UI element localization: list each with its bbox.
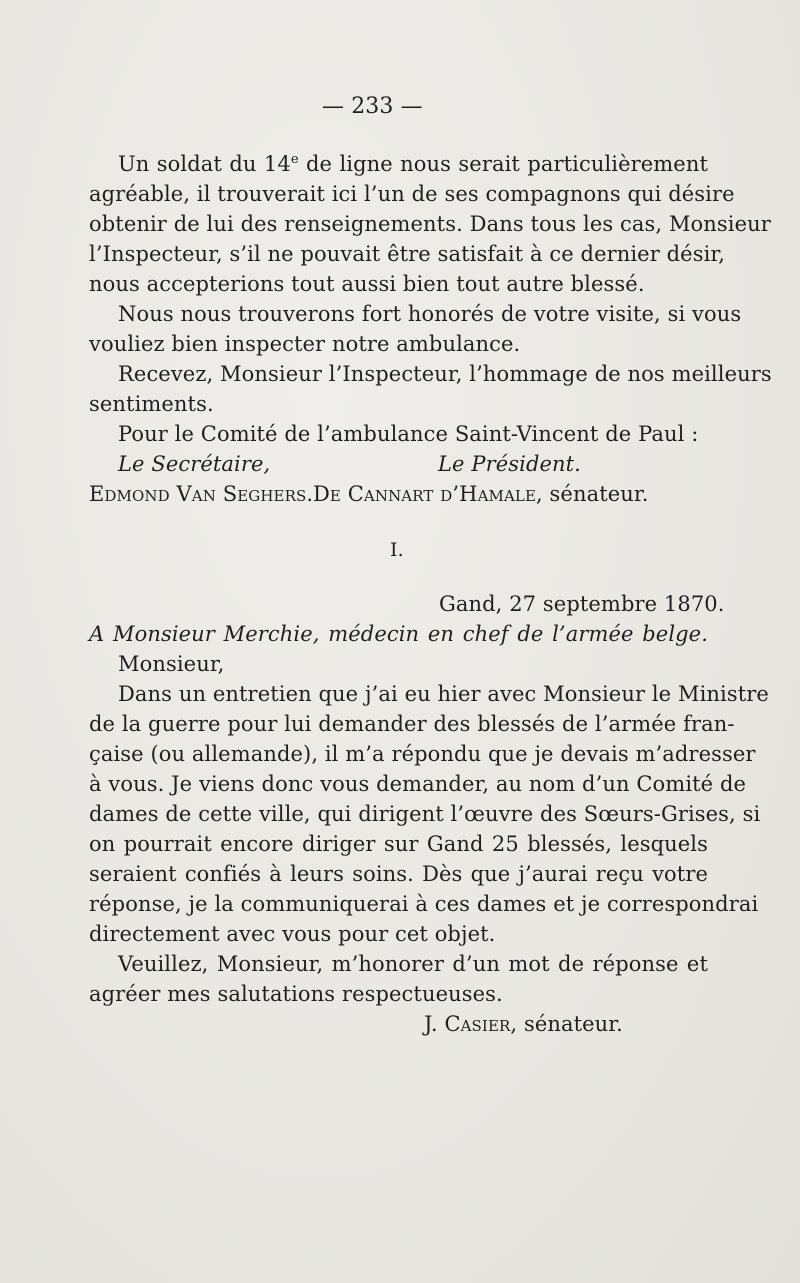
letter1-p3-line1: Recevez, Monsieur l’Inspecteur, l’hommage de nos meilleurs <box>118 362 772 386</box>
president-name: De Cannart d’Hamale, <box>313 482 543 506</box>
president-title: Le Président. <box>438 452 581 476</box>
letter2-body-line6: on pourrait encore diriger sur Gand 25 blessés, lesquels <box>89 832 708 856</box>
president-role: sénateur. <box>542 482 649 506</box>
letter2-body-line9: directement avec vous pour cet objet. <box>89 922 496 946</box>
page-number: — 233 — <box>322 94 423 119</box>
letter2-body-line5: dames de cette ville, qui dirigent l’œuvre des Sœurs-Grises, si <box>89 802 761 826</box>
letter2-body-line8: réponse, je la communiquerai à ces dames et je correspondrai <box>89 892 759 916</box>
committee-line: Pour le Comité de l’ambulance Saint-Vincent de Paul : <box>118 422 699 446</box>
letter1-p1-line4: l’Inspecteur, s’il ne pouvait être satisfait à ce dernier désir, <box>89 242 725 266</box>
secretary-name: Edmond Van Seghers. <box>89 482 314 506</box>
signature-role: sénateur. <box>517 1012 623 1036</box>
secretary-title: Le Secrétaire, <box>118 452 271 476</box>
letter2-body-line2: de la guerre pour lui demander des blessés de l’armée fran- <box>89 712 735 736</box>
letter2-body-line4: à vous. Je viens donc vous demander, au nom d’un Comité de <box>89 772 747 796</box>
letter1-p1-line2: agréable, il trouverait ici l’un de ses compagnons qui désire <box>89 182 735 206</box>
letter2-body-line7: seraient confiés à leurs soins. Dès que j’aurai reçu votre <box>89 862 708 886</box>
salutation: Monsieur, <box>118 652 225 676</box>
letter1-p3-line2: sentiments. <box>89 392 214 416</box>
letter1-p1-line1: Un soldat du 14e de ligne nous serait particulièrement <box>118 152 708 176</box>
signature-name: J. Casier, <box>424 1012 518 1036</box>
place-date: Gand, 27 septembre 1870. <box>439 592 725 616</box>
closing-line1: Veuillez, Monsieur, m’honorer d’un mot de réponse et <box>118 952 708 976</box>
letter1-p1-line5: nous accepterions tout aussi bien tout autre blessé. <box>89 272 645 296</box>
letter2-body-line1: Dans un entretien que j’ai eu hier avec Monsieur le Ministre <box>118 682 769 706</box>
addressee: A Monsieur Merchie, médecin en chef de l’armée belge. <box>89 622 708 646</box>
letter1-p2-line1: Nous nous trouverons fort honorés de votre visite, si vous <box>118 302 742 326</box>
letter2-body-line3: çaise (ou allemande), il m’a répondu que je devais m’adresser <box>89 742 756 766</box>
president-signature <box>313 481 649 507</box>
letter1-p1-line3: obtenir de lui des renseignements. Dans tous les cas, Monsieur <box>89 212 771 236</box>
letter1-p2-line2: vouliez bien inspecter notre ambulance. <box>89 332 521 356</box>
signature <box>424 1011 623 1037</box>
letter-numeral: I. <box>390 539 404 561</box>
closing-line2: agréer mes salutations respectueuses. <box>89 982 503 1006</box>
